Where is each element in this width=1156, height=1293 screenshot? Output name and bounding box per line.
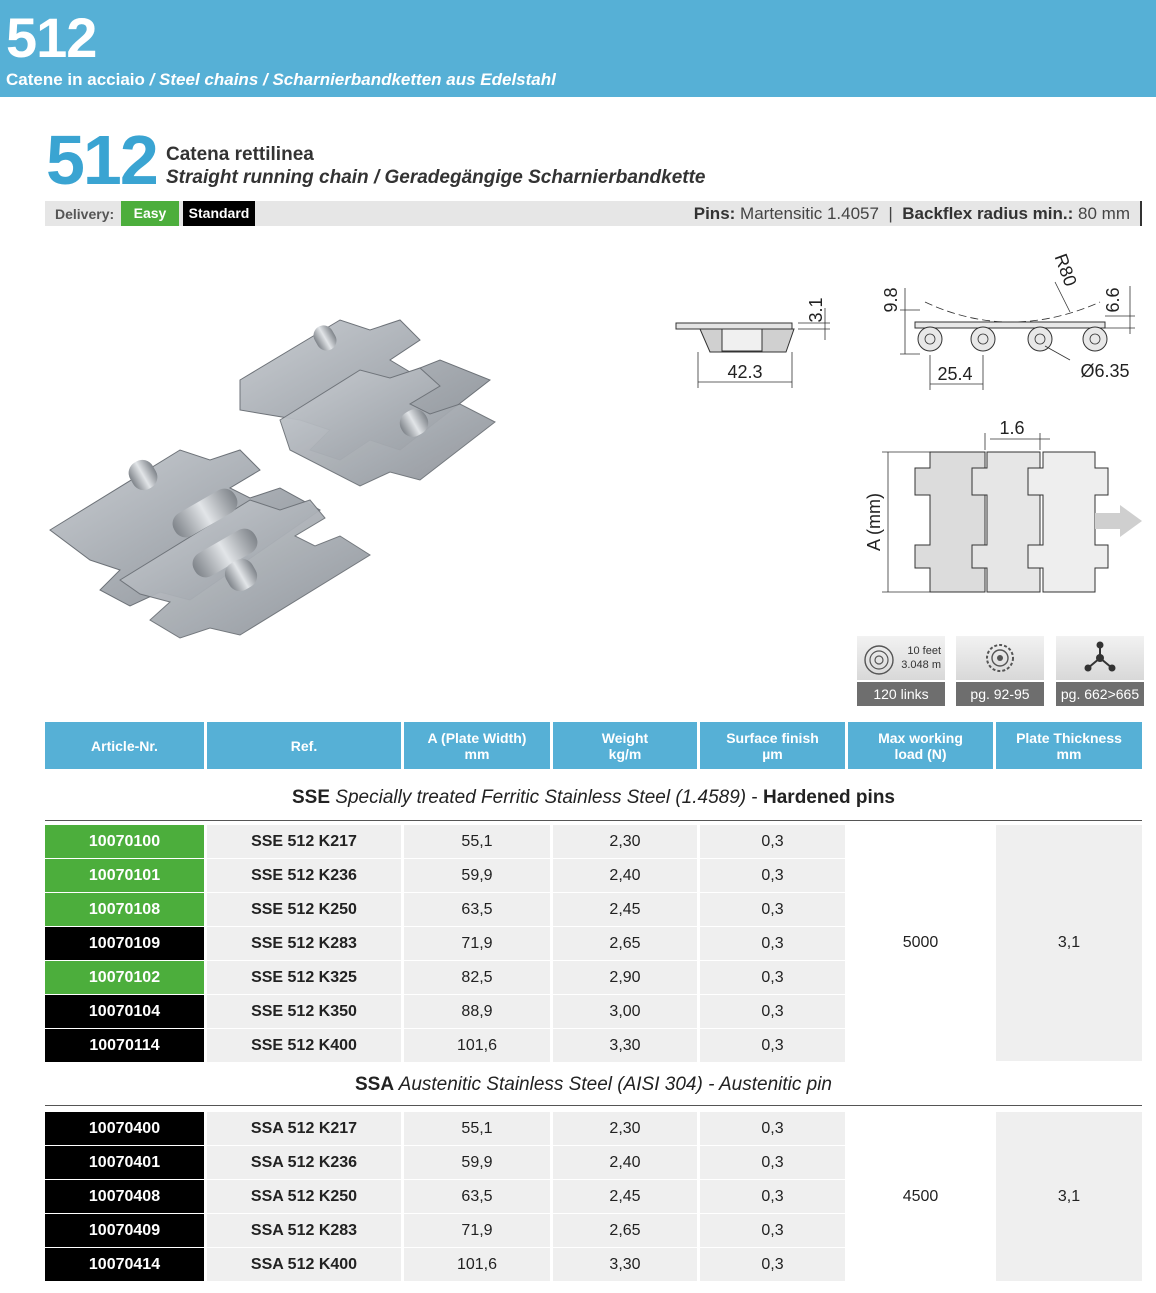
dim-height-top: 6.6 bbox=[1103, 287, 1123, 313]
product-title: Catena rettilinea bbox=[166, 144, 314, 165]
backflex-label: Backflex radius min.: bbox=[902, 204, 1074, 223]
standard-badge: Standard bbox=[183, 201, 255, 226]
dim-pitch: 25.4 bbox=[937, 364, 973, 384]
info-separator: | bbox=[888, 204, 893, 223]
table-cell-surface-finish: 0,3 bbox=[700, 1214, 845, 1247]
table-cell-article-number: 10070101 bbox=[45, 859, 204, 892]
table-cell-surface-finish: 0,3 bbox=[700, 1180, 845, 1213]
pins-info bbox=[694, 204, 1130, 224]
easy-badge: Easy bbox=[121, 201, 179, 226]
pins-value: Martensitic 1.4057 bbox=[740, 204, 879, 223]
table-cell-ref-code: SSE 512 K400 bbox=[207, 1029, 401, 1062]
table-cell-surface-finish: 0,3 bbox=[700, 927, 845, 960]
table-cell-ref-code: SSE 512 K250 bbox=[207, 893, 401, 926]
table-cell-surface-finish: 0,3 bbox=[700, 825, 845, 858]
dim-pin-diameter: Ø6.35 bbox=[1080, 361, 1130, 381]
table-cell-surface-finish: 0,3 bbox=[700, 961, 845, 994]
table-cell-plate-width: 59,9 bbox=[404, 1146, 550, 1179]
dim-side-thickness: 3.1 bbox=[806, 297, 826, 323]
table-cell-plate-width: 55,1 bbox=[404, 1112, 550, 1145]
table-cell-plate-width: 82,5 bbox=[404, 961, 550, 994]
dim-side-width: 42.3 bbox=[727, 362, 763, 382]
dim-radius: R80 bbox=[1050, 251, 1081, 289]
roll-icon bbox=[859, 638, 899, 678]
section-title-sse: SSE Specially treated Ferritic Stainless Steel (1.4589) - Hardened pins bbox=[292, 787, 895, 808]
table-cell-weight: 3,30 bbox=[553, 1029, 697, 1062]
table-cell-plate-width: 71,9 bbox=[404, 1214, 550, 1247]
banner-subtitle-rest: / Steel chains / Scharnierbandketten aus Edelstahl bbox=[144, 70, 556, 89]
bar-end-divider bbox=[1140, 201, 1142, 226]
info-box-links bbox=[857, 636, 945, 706]
roll-length-meters: 3.048 m bbox=[901, 659, 941, 671]
header-ref: Ref. bbox=[207, 722, 401, 769]
links-label: 120 links bbox=[857, 682, 945, 706]
table-cell-ref-code: SSE 512 K283 bbox=[207, 927, 401, 960]
dim-height-total: 9.8 bbox=[881, 287, 901, 313]
header-article: Article-Nr. bbox=[45, 722, 204, 769]
top-view-drawing bbox=[860, 415, 1150, 600]
max-load-sse: 5000 bbox=[902, 934, 939, 951]
roll-length-feet: 10 feet bbox=[907, 645, 941, 657]
chain-photo bbox=[40, 300, 510, 650]
table-cell-surface-finish: 0,3 bbox=[700, 995, 845, 1028]
table-cell-plate-width: 101,6 bbox=[404, 1029, 550, 1062]
section-divider-sse bbox=[45, 820, 1142, 821]
product-number: 512 bbox=[46, 121, 157, 199]
backflex-drawing bbox=[875, 250, 1145, 390]
plate-thickness-sse: 3,1 bbox=[996, 825, 1142, 1061]
table-cell-weight: 2,90 bbox=[553, 961, 697, 994]
chain-link-plates bbox=[50, 320, 495, 638]
table-cell-plate-width: 59,9 bbox=[404, 859, 550, 892]
banner-subtitle bbox=[6, 70, 556, 90]
table-cell-plate-width: 63,5 bbox=[404, 1180, 550, 1213]
delivery-label: Delivery: bbox=[55, 206, 115, 222]
table-cell-surface-finish: 0,3 bbox=[700, 859, 845, 892]
table-cell-surface-finish: 0,3 bbox=[700, 893, 845, 926]
banner-subtitle-it: Catene in acciaio bbox=[6, 70, 145, 89]
roll-icon-area bbox=[857, 636, 945, 680]
header-plate-thickness: Plate Thickness mm bbox=[996, 722, 1142, 769]
table-cell-ref-code: SSA 512 K283 bbox=[207, 1214, 401, 1247]
table-cell-weight: 3,30 bbox=[553, 1248, 697, 1281]
plate-thickness-ssa: 3,1 bbox=[996, 1112, 1142, 1281]
table-cell-surface-finish: 0,3 bbox=[700, 1112, 845, 1145]
table-cell-plate-width: 88,9 bbox=[404, 995, 550, 1028]
header-plate-width: A (Plate Width) mm bbox=[404, 722, 550, 769]
table-cell-article-number: 10070100 bbox=[45, 825, 204, 858]
table-cell-surface-finish: 0,3 bbox=[700, 1146, 845, 1179]
table-cell-ref-code: SSE 512 K217 bbox=[207, 825, 401, 858]
table-cell-article-number: 10070400 bbox=[45, 1112, 204, 1145]
table-cell-article-number: 10070104 bbox=[45, 995, 204, 1028]
header-weight: Weight kg/m bbox=[553, 722, 697, 769]
product-subtitle: Straight running chain / Geradegängige Scharnierbandkette bbox=[166, 167, 706, 188]
info-box-accessories[interactable] bbox=[1056, 636, 1144, 706]
table-cell-ref-code: SSA 512 K250 bbox=[207, 1180, 401, 1213]
table-cell-article-number: 10070109 bbox=[45, 927, 204, 960]
table-cell-ref-code: SSA 512 K236 bbox=[207, 1146, 401, 1179]
table-cell-article-number: 10070114 bbox=[45, 1029, 204, 1062]
table-cell-ref-code: SSA 512 K217 bbox=[207, 1112, 401, 1145]
sprockets-page-link[interactable]: pg. 92-95 bbox=[956, 682, 1044, 706]
table-cell-plate-width: 63,5 bbox=[404, 893, 550, 926]
table-cell-plate-width: 55,1 bbox=[404, 825, 550, 858]
table-cell-surface-finish: 0,3 bbox=[700, 1248, 845, 1281]
dim-plate-width: A (mm) bbox=[864, 493, 884, 551]
table-cell-ref-code: SSE 512 K325 bbox=[207, 961, 401, 994]
table-cell-ref-code: SSE 512 K350 bbox=[207, 995, 401, 1028]
table-cell-weight: 2,40 bbox=[553, 859, 697, 892]
table-cell-plate-width: 101,6 bbox=[404, 1248, 550, 1281]
table-cell-weight: 2,45 bbox=[553, 1180, 697, 1213]
table-cell-plate-width: 71,9 bbox=[404, 927, 550, 960]
banner-number: 512 bbox=[6, 6, 97, 69]
section-title-ssa: SSA Austenitic Stainless Steel (AISI 304) - Austenitic pin bbox=[355, 1074, 832, 1095]
dim-gap: 1.6 bbox=[999, 418, 1025, 438]
table-cell-article-number: 10070408 bbox=[45, 1180, 204, 1213]
table-cell-article-number: 10070102 bbox=[45, 961, 204, 994]
header-surface-finish: Surface finish µm bbox=[700, 722, 845, 769]
header-max-load: Max working load (N) bbox=[848, 722, 993, 769]
table-cell-weight: 2,40 bbox=[553, 1146, 697, 1179]
sprocket-icon bbox=[983, 641, 1017, 675]
side-profile-drawing bbox=[670, 280, 840, 390]
accessories-icon bbox=[1083, 641, 1117, 675]
pins-label: Pins: bbox=[693, 204, 736, 223]
info-box-sprockets[interactable] bbox=[956, 636, 1044, 706]
table-cell-weight: 2,65 bbox=[553, 927, 697, 960]
table-cell-weight: 2,65 bbox=[553, 1214, 697, 1247]
table-cell-weight: 3,00 bbox=[553, 995, 697, 1028]
delivery-bar bbox=[45, 201, 1142, 226]
table-cell-article-number: 10070401 bbox=[45, 1146, 204, 1179]
table-cell-article-number: 10070108 bbox=[45, 893, 204, 926]
table-cell-article-number: 10070409 bbox=[45, 1214, 204, 1247]
max-load-ssa: 4500 bbox=[902, 1187, 939, 1205]
section-divider-ssa bbox=[45, 1105, 1142, 1106]
backflex-value: 80 mm bbox=[1078, 204, 1130, 223]
table-cell-ref-code: SSE 512 K236 bbox=[207, 859, 401, 892]
top-banner bbox=[0, 0, 1156, 97]
table-cell-weight: 2,30 bbox=[553, 1112, 697, 1145]
direction-arrow-icon bbox=[1095, 505, 1142, 537]
table-cell-ref-code: SSA 512 K400 bbox=[207, 1248, 401, 1281]
accessories-page-link[interactable]: pg. 662>665 bbox=[1056, 682, 1144, 706]
table-cell-weight: 2,30 bbox=[553, 825, 697, 858]
table-cell-article-number: 10070414 bbox=[45, 1248, 204, 1281]
table-cell-surface-finish: 0,3 bbox=[700, 1029, 845, 1062]
table-cell-weight: 2,45 bbox=[553, 893, 697, 926]
